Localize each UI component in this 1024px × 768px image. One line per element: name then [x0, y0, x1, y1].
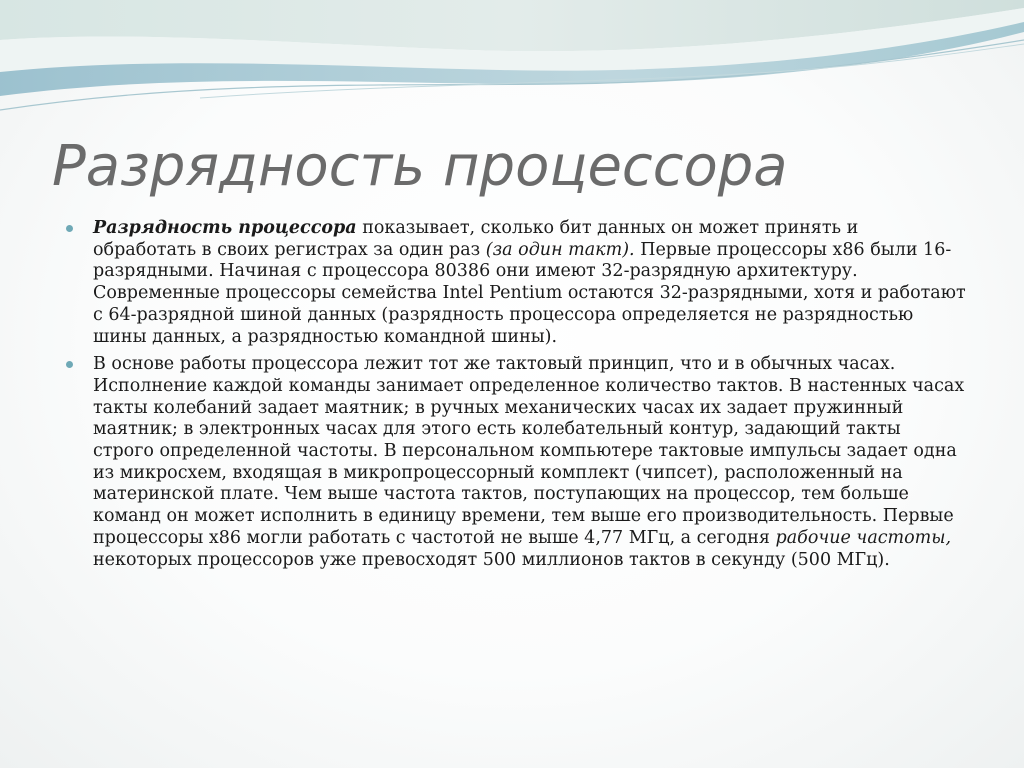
- bullet-item: [66, 354, 966, 571]
- bullet-lead-term: Разрядность процессора: [93, 218, 357, 238]
- bullet-text: некоторых процессоров уже превосходят 500 миллионов тактов в секунду (500 МГц).: [93, 549, 890, 570]
- decorative-wave-header: [0, 0, 1024, 120]
- bullet-italic-text: рабочие частоты,: [775, 527, 952, 548]
- bullet-dot-icon: [66, 361, 73, 368]
- bullet-item: [66, 218, 966, 348]
- bullet-text: Первые процессоры x86 были 16-разрядными. Начиная с процессора 80386 они имеют 32-разрядную архитектуру. Современные процессоры семейства Intel Pentium остаются 32-разрядными, хотя и работают с 64-разрядной шиной данных (разрядность процессора определяется не разрядностью шины данных, а разрядностью командной шины).: [93, 239, 966, 347]
- slide-content: [66, 218, 966, 577]
- bullet-italic-text: (за один такт).: [485, 239, 635, 260]
- slide-title: Разрядность процессора: [52, 134, 788, 199]
- bullet-dot-icon: [66, 225, 73, 232]
- bullet-text: В основе работы процессора лежит тот же тактовый принцип, что и в обычных часах. Исполнение каждой команды занимает определенное количество тактов. В настенных часах такты колебаний задает маятник; в ручных механических часах их задает пружинный маятник; в электронных часах для этого есть колебательный контур, задающий такты строго определенной частоты. В персональном компьютере тактовые импульсы задает одна из микросхем, входящая в микропроцессорный комплект (чипсет), расположенный на материнской плате. Чем выше частота тактов, поступающих на процессор, тем больше команд он может исполнить в единицу времени, тем выше его производительность. Первые процессоры x86 могли работать с частотой не выше 4,77 МГц, а сегодня: [93, 354, 965, 548]
- bullet-text: показывает, сколько бит данных он может принять и обработать в своих регистрах за один раз: [93, 218, 859, 260]
